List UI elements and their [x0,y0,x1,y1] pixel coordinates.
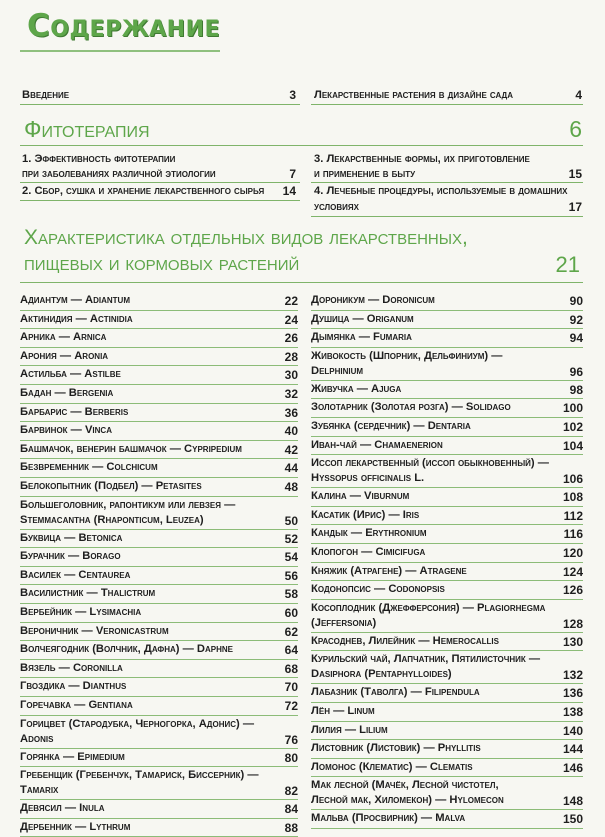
plant-page-number: 56 [284,568,298,583]
plant-page-number: 44 [284,461,298,476]
toc-garden-design-label[interactable]: Лекарственные растения в дизайне сада [314,89,514,101]
toc-plant-entry[interactable] [20,311,298,330]
plant-name: Клопогон — Cimicifuga [311,546,426,558]
plant-page-number: 62 [284,624,298,639]
toc-plant-entry[interactable] [20,604,298,623]
plant-name: Кодонопсис — Codonopsis [311,583,445,596]
plant-page-number: 94 [569,331,583,346]
title-underline [20,50,220,52]
divider [20,200,300,201]
plant-name: Лён — Linum [311,705,375,717]
plant-name: Барбарис — Berberis [20,405,129,418]
toc-plant-entry[interactable] [311,684,583,703]
toc-intro-page: 3 [289,88,296,102]
toc-plant-entry[interactable] [20,548,298,567]
toc-plant-entry[interactable] [311,348,583,381]
toc-plant-entry[interactable] [20,292,298,311]
plant-page-number: 70 [284,680,298,695]
plant-page-number: 80 [284,750,298,765]
plant-name: Бурачник — Borago [20,550,121,563]
plant-page-number: 22 [284,294,298,308]
toc-plant-entry[interactable] [311,455,583,488]
divider [20,145,583,146]
plant-page-number: 36 [284,405,298,420]
plant-page-number: 140 [562,723,583,738]
plant-name: Белокопытник (Подбел) — Petasites [20,480,202,492]
section-heading-characteristics-line2[interactable]: пищевых и кормовых растений [24,252,300,275]
plant-page-number: 90 [569,294,583,308]
plant-name: Адиантум — Adiantum [20,294,130,306]
toc-plant-entry[interactable] [20,767,298,800]
plant-page-number: 50 [284,513,298,528]
plant-name: Астильба — Astilbe [20,368,121,381]
toc-plant-entry[interactable] [311,311,583,330]
plant-page-number: 128 [562,616,583,631]
toc-plant-entry[interactable] [311,633,583,652]
plant-name: Горянка — Epimedium [20,750,125,763]
toc-plant-entry[interactable] [311,777,583,810]
plant-name: Василек — Centaurea [20,568,131,581]
plant-page-number: 88 [284,820,298,835]
toc-plant-entry[interactable] [20,641,298,660]
page-title: Содержание [27,8,221,44]
plant-name: Вязель — Coronilla [20,661,123,674]
toc-plant-entry[interactable] [311,651,583,684]
toc-plant-entry[interactable] [20,623,298,642]
plant-page-number: 54 [284,550,298,565]
plant-page-number: 102 [562,420,583,434]
plant-page-number: 146 [562,760,583,775]
divider [20,104,300,105]
plant-page-number: 138 [562,705,583,719]
plant-page-number: 126 [562,583,583,598]
plant-name: Актинидия — Actinidia [20,312,133,325]
toc-item-3-line1[interactable]: 3. Лекарственные формы, их приготовление [314,153,530,165]
toc-item-2-page: 14 [282,184,296,198]
toc-plant-entry[interactable] [20,441,298,460]
divider [311,104,583,105]
plant-name: Косоплодник (Джефферсония) — Plagiorhegma [311,601,546,614]
plant-name: Буквица — Betonica [20,531,123,544]
plant-name: Княжик (Атрагене) — Atragene [311,564,467,577]
plant-name: Дербенник — Lythrum [20,820,131,833]
plant-page-number: 132 [562,668,583,683]
toc-plant-entry[interactable] [311,740,583,759]
toc-item-1-line2[interactable]: при заболеваниях различной этиологии [22,168,216,180]
toc-plant-entry[interactable] [311,810,583,829]
plant-name: Мак лесной (Мачёк, Лесной чистотел, [311,779,499,792]
toc-plant-entry[interactable] [20,478,298,497]
plant-page-number: 92 [569,312,583,327]
toc-item-1-page: 7 [289,167,296,181]
plant-name: Безвременник — Colchicum [20,461,158,474]
plant-name: Барвинок — Vinca [20,424,112,437]
toc-plant-entry[interactable] [20,716,298,749]
plant-page-number: 60 [284,606,298,620]
toc-item-3-page: 15 [568,167,582,181]
toc-intro-label[interactable]: Введение [22,89,70,101]
toc-plant-entry[interactable] [20,497,298,530]
plant-page-number: 116 [563,527,583,542]
toc-item-4-line2[interactable]: условиях [314,201,360,213]
plant-name: Кандык — Erythronium [311,527,427,540]
plant-name: Бадан — Bergenia [20,387,114,399]
divider [311,828,583,829]
divider [20,282,583,283]
toc-plant-entry[interactable] [20,800,298,819]
plant-page-number: 58 [284,587,298,602]
toc-plant-entry[interactable] [311,759,583,778]
plant-name-cont: Delphinium [311,364,364,377]
toc-plant-entry[interactable] [311,381,583,400]
toc-plant-entry[interactable] [311,703,583,722]
plant-name: Зубянка (сердечник) — Dentaria [311,420,471,432]
plant-name: Дымянка — Fumaria [311,331,412,344]
plant-page-number: 130 [562,634,583,649]
toc-plant-entry[interactable] [311,292,583,311]
toc-plant-entry[interactable] [311,581,583,600]
plant-page-number: 52 [284,531,298,546]
plant-name: Башмачок, венерин башмачок — Cypripedium [20,442,242,455]
plant-name: Золотарник (Золотая розга) — Solidago [311,401,511,414]
section-phytotherapy-page: 6 [569,116,582,142]
toc-plant-entry[interactable] [311,563,583,582]
toc-plant-entry[interactable] [311,507,583,526]
plant-page-number: 120 [562,546,583,560]
plant-page-number: 106 [562,472,583,487]
section-characteristics-page: 21 [555,252,580,277]
toc-plant-entry[interactable] [20,819,298,837]
plant-name: Курильский чай, Лапчатник, Пятилисточник — [311,653,541,666]
plant-name: Иван-чай — Chamaenerion [311,438,443,451]
plant-name: Живокость (Шпорник, Дельфиниум) — [311,349,503,362]
plant-name-cont: Лесной мак, Хиломекон) — Hylomecon [311,794,504,807]
toc-plant-entry[interactable] [20,459,298,478]
toc-plant-entry[interactable] [20,385,298,404]
plant-name: Василистник — Thalictrum [20,587,156,600]
plant-page-number: 30 [284,368,298,383]
toc-plant-entry[interactable] [20,348,298,367]
divider [311,182,583,183]
toc-plant-entry[interactable] [20,567,298,586]
toc-plant-entry[interactable] [311,418,583,437]
divider [311,216,583,217]
toc-plant-entry[interactable] [20,678,298,697]
toc-plant-entry[interactable] [20,697,298,716]
plant-name-cont: Hyssopus officinalis L. [311,472,425,485]
plant-name: Лабазник (Таволга) — Filipendula [311,686,480,699]
toc-plant-entry[interactable] [311,600,583,633]
plant-name-cont: Dasiphora (Pentaphylloides) [311,668,452,681]
plant-page-number: 64 [284,643,298,658]
plant-name: Красоднев, Лилейник — Hemerocallis [311,634,499,647]
plant-page-number: 68 [284,661,298,676]
plant-name: Касатик (Ирис) — Iris [311,508,420,521]
plant-page-number: 76 [284,732,298,747]
section-heading-phytotherapy[interactable]: Фитотерапия [24,116,150,142]
plant-name: Ломонос (Клематис) — Clematis [311,760,473,773]
plant-page-number: 144 [562,742,583,757]
plant-name: Большеголовник, рапонтикум или левзея — [20,498,236,511]
toc-plant-entry[interactable] [311,722,583,741]
toc-plant-entry[interactable] [20,530,298,549]
plant-name: Калина — Viburnum [311,490,410,503]
toc-plant-entry[interactable] [311,329,583,348]
plant-page-number: 84 [284,802,298,817]
toc-plant-entry[interactable] [20,404,298,423]
plant-page-number: 24 [284,312,298,327]
plant-name: Гребенщик (Гребенчук, Тамариск, Биссерник) — [20,769,259,782]
plant-name: Волчеягодник (Волчник, Дафна) — Daphne [20,643,234,656]
plant-name-cont: Adonis [20,732,54,745]
toc-item-2-label[interactable]: 2. Сбор, сушка и хранение лекарственного сырья [22,185,265,197]
plant-page-number: 98 [569,382,583,397]
plant-name: Горицвет (Стародубка, Черногорка, Адонис) — [20,717,255,730]
plant-name: Арника — Arnica [20,331,107,344]
toc-item-4-line1[interactable]: 4. Лечебные процедуры, используемые в домашних [314,185,568,197]
plant-name: Вербейник — Lysimachia [20,606,142,618]
plant-page-number: 148 [562,794,583,809]
toc-plant-entry[interactable] [311,544,583,563]
plant-page-number: 32 [284,387,298,401]
plant-page-number: 136 [562,686,583,701]
plant-page-number: 48 [284,480,298,494]
plant-name: Листовник (Листовик) — Phyllitis [311,742,481,755]
plant-page-number: 124 [562,564,583,579]
plant-page-number: 82 [284,784,298,799]
plant-page-number: 72 [284,699,298,713]
plant-name: Живучка — Ajuga [311,382,402,395]
plant-name: Горечавка — Gentiana [20,699,133,711]
toc-plant-entry[interactable] [311,525,583,544]
plant-name-cont: Tamarix [20,784,59,797]
toc-item-3-line2[interactable]: и применение в быту [314,168,416,180]
divider [20,182,300,183]
plant-name: Девясил — Inula [20,802,105,815]
plant-page-number: 42 [284,442,298,457]
plant-page-number: 150 [562,812,583,827]
toc-item-1-line1[interactable]: 1. Эффективность фитотерапии [22,153,176,165]
toc-plant-entry[interactable] [20,749,298,768]
toc-garden-design-page: 4 [575,88,582,102]
plant-name-cont: (Jeffersonia) [311,616,377,629]
plant-name: Иссоп лекарственный (иссоп обыкновенный) — [311,457,549,470]
section-heading-characteristics-line1[interactable]: Характеристика отдельных видов лекарственных, [24,226,468,249]
toc-plant-entry[interactable] [311,399,583,418]
toc-plant-entry[interactable] [311,437,583,456]
plant-page-number: 104 [562,438,583,453]
toc-plant-entry[interactable] [20,585,298,604]
toc-plant-entry[interactable] [20,366,298,385]
plant-name: Арония — Aronia [20,349,109,362]
plant-name-cont: Stemmacantha (Rhaponticum, Leuzea) [20,513,204,526]
plant-page-number: 40 [284,424,298,439]
plant-name: Гвоздика — Dianthus [20,680,127,693]
toc-plant-entry[interactable] [20,660,298,679]
plant-page-number: 26 [284,331,298,346]
plant-page-number: 108 [562,490,583,505]
plant-name: Вероничник — Veronicastrum [20,624,169,637]
plant-page-number: 100 [562,401,583,416]
plant-page-number: 28 [284,349,298,364]
toc-plant-entry[interactable] [311,488,583,507]
plant-name: Лилия — Lilium [311,723,388,736]
plant-name: Мальва (Просвирник) — Malva [311,812,466,825]
plant-name: Дороникум — Doronicum [311,294,435,306]
toc-plant-entry[interactable] [20,329,298,348]
toc-plant-entry[interactable] [20,422,298,441]
plant-page-number: 112 [563,508,583,523]
plant-page-number: 96 [569,364,583,379]
toc-item-4-page: 17 [568,200,582,214]
plant-name: Душица — Origanum [311,312,414,325]
